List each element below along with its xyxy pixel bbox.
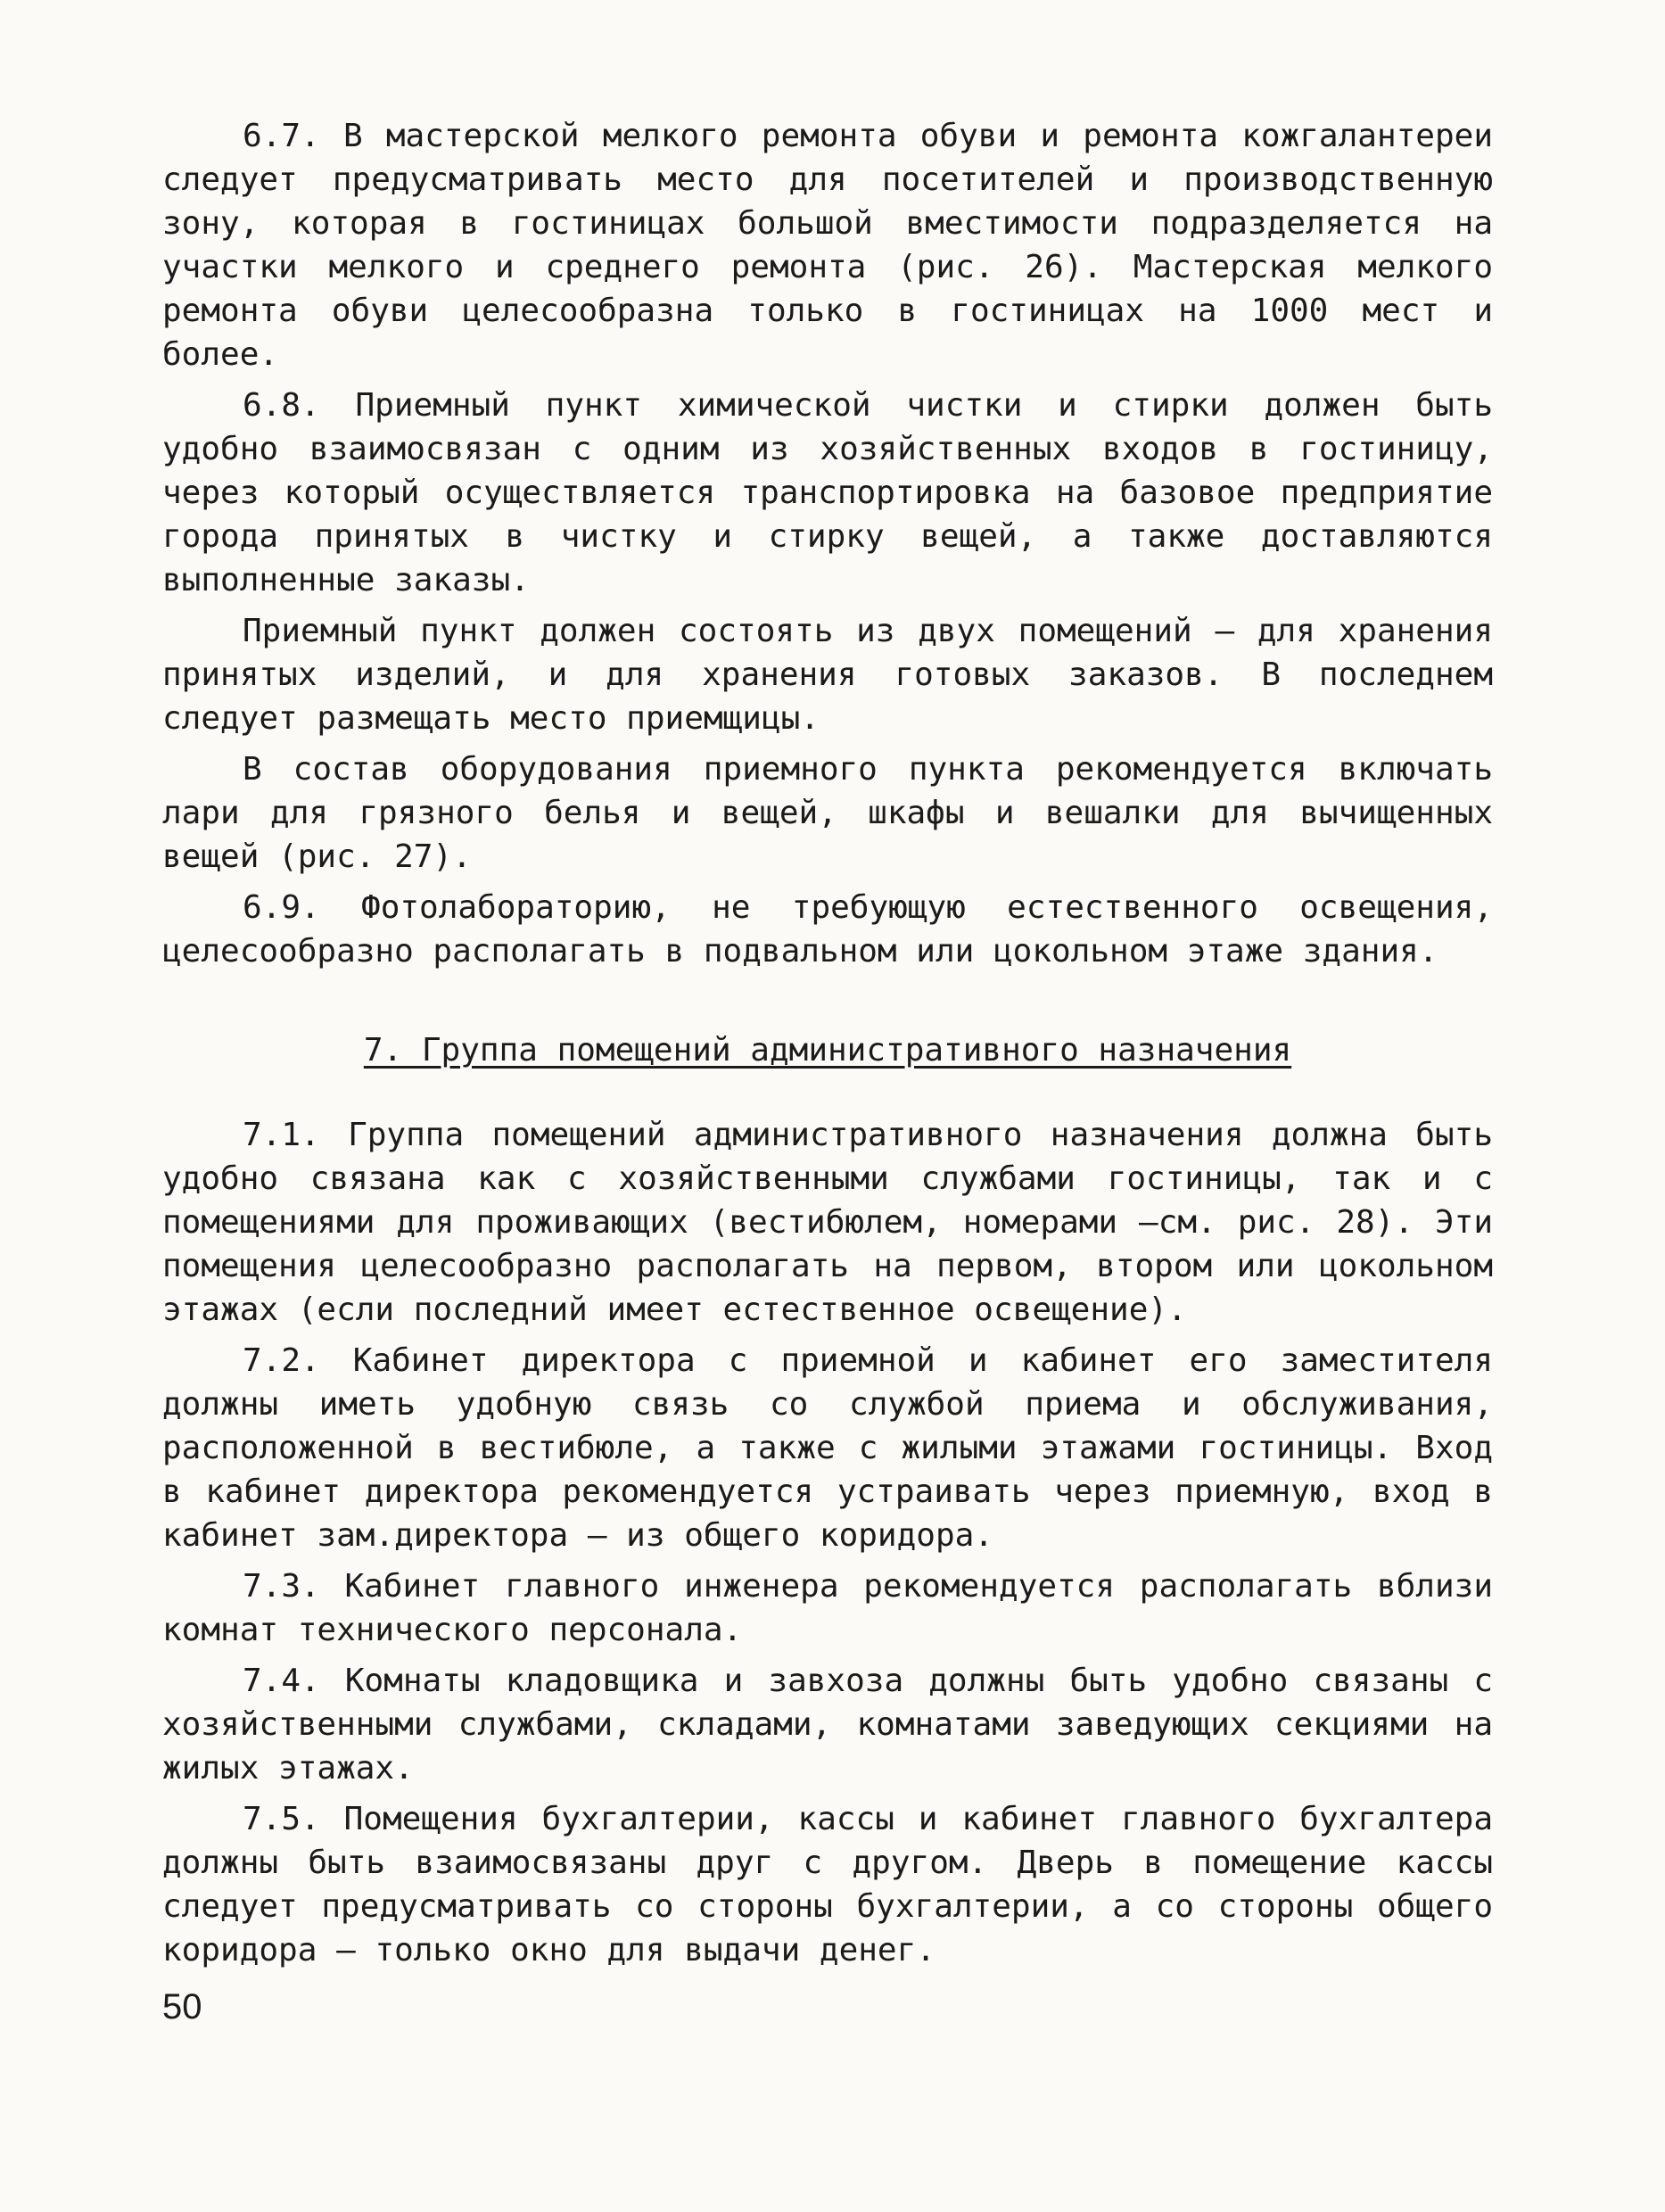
paragraph-7-2: 7.2. Кабинет директора с приемной и кабинет его заместителя должны иметь удобную связь со службой приема и обслуживания, расположенной в вестибюле, а также с жилыми этажами гостиницы. Вход в кабинет директора рекомендуется устраивать через приемную, вход в кабинет зам.директора – из общего коридора. bbox=[162, 1342, 1493, 1554]
paragraph-7-4: 7.4. Комнаты кладовщика и завхоза должны быть удобно связаны с хозяйственными службами, складами, комнатами заведующих секциями на жилых этажах. bbox=[162, 1663, 1493, 1787]
paragraph-7-5: 7.5. Помещения бухгалтерии, кассы и кабинет главного бухгалтера должны быть взаимосвязаны друг с другом. Дверь в помещение кассы следует предусматривать со стороны бухгалтерии, а со стороны общего коридора – только окно для выдачи денег. bbox=[162, 1801, 1493, 1969]
body-text bbox=[162, 114, 1493, 1979]
paragraph-6-9: 6.9. Фотолабораторию, не требующую естественного освещения, целесообразно располагать в подвальном или цокольном этаже здания. bbox=[162, 889, 1493, 970]
paragraph-6-8: 6.8. Приемный пункт химической чистки и стирки должен быть удобно взаимосвязан с одним из хозяйственных входов в гостиницу, через который осуществляется транспортировка на базовое предприятие города принятых в чистку и стирку вещей, а также доставляются выполненные заказы. bbox=[162, 387, 1493, 598]
paragraph-reception-rooms: Приемный пункт должен состоять из двух помещений – для хранения принятых изделий, и для хранения готовых заказов. В последнем следует размещать место приемщицы. bbox=[162, 613, 1493, 737]
paragraph-7-3: 7.3. Кабинет главного инженера рекомендуется располагать вблизи комнат технического персонала. bbox=[162, 1568, 1493, 1648]
paragraph-6-7: 6.7. В мастерской мелкого ремонта обуви и ремонта кожгалантереи следует предусматривать место для посетителей и производственную зону, которая в гостиницах большой вместимости подразделяется на участки мелкого и среднего ремонта (рис. 26). Мастерская мелкого ремонта обуви целесообразна только в гостиницах на 1000 мест и более. bbox=[162, 118, 1493, 373]
paragraph-reception-equipment: В состав оборудования приемного пункта рекомендуется включать лари для грязного белья и вещей, шкафы и вешалки для вычищенных вещей (рис. 27). bbox=[162, 751, 1493, 875]
paragraph-7-1: 7.1. Группа помещений административного назначения должна быть удобно связана как с хозяйственными службами гостиницы, так и с помещениями для проживающих (вестибюлем, номерами –см. рис. 28). Эти помещения целесообразно располагать на первом, втором или цокольном этажах (если последний имеет естественное освещение). bbox=[162, 1117, 1493, 1328]
page-number: 50 bbox=[162, 1987, 202, 2026]
section-heading: 7. Группа помещений административного назначения bbox=[363, 1032, 1292, 1069]
